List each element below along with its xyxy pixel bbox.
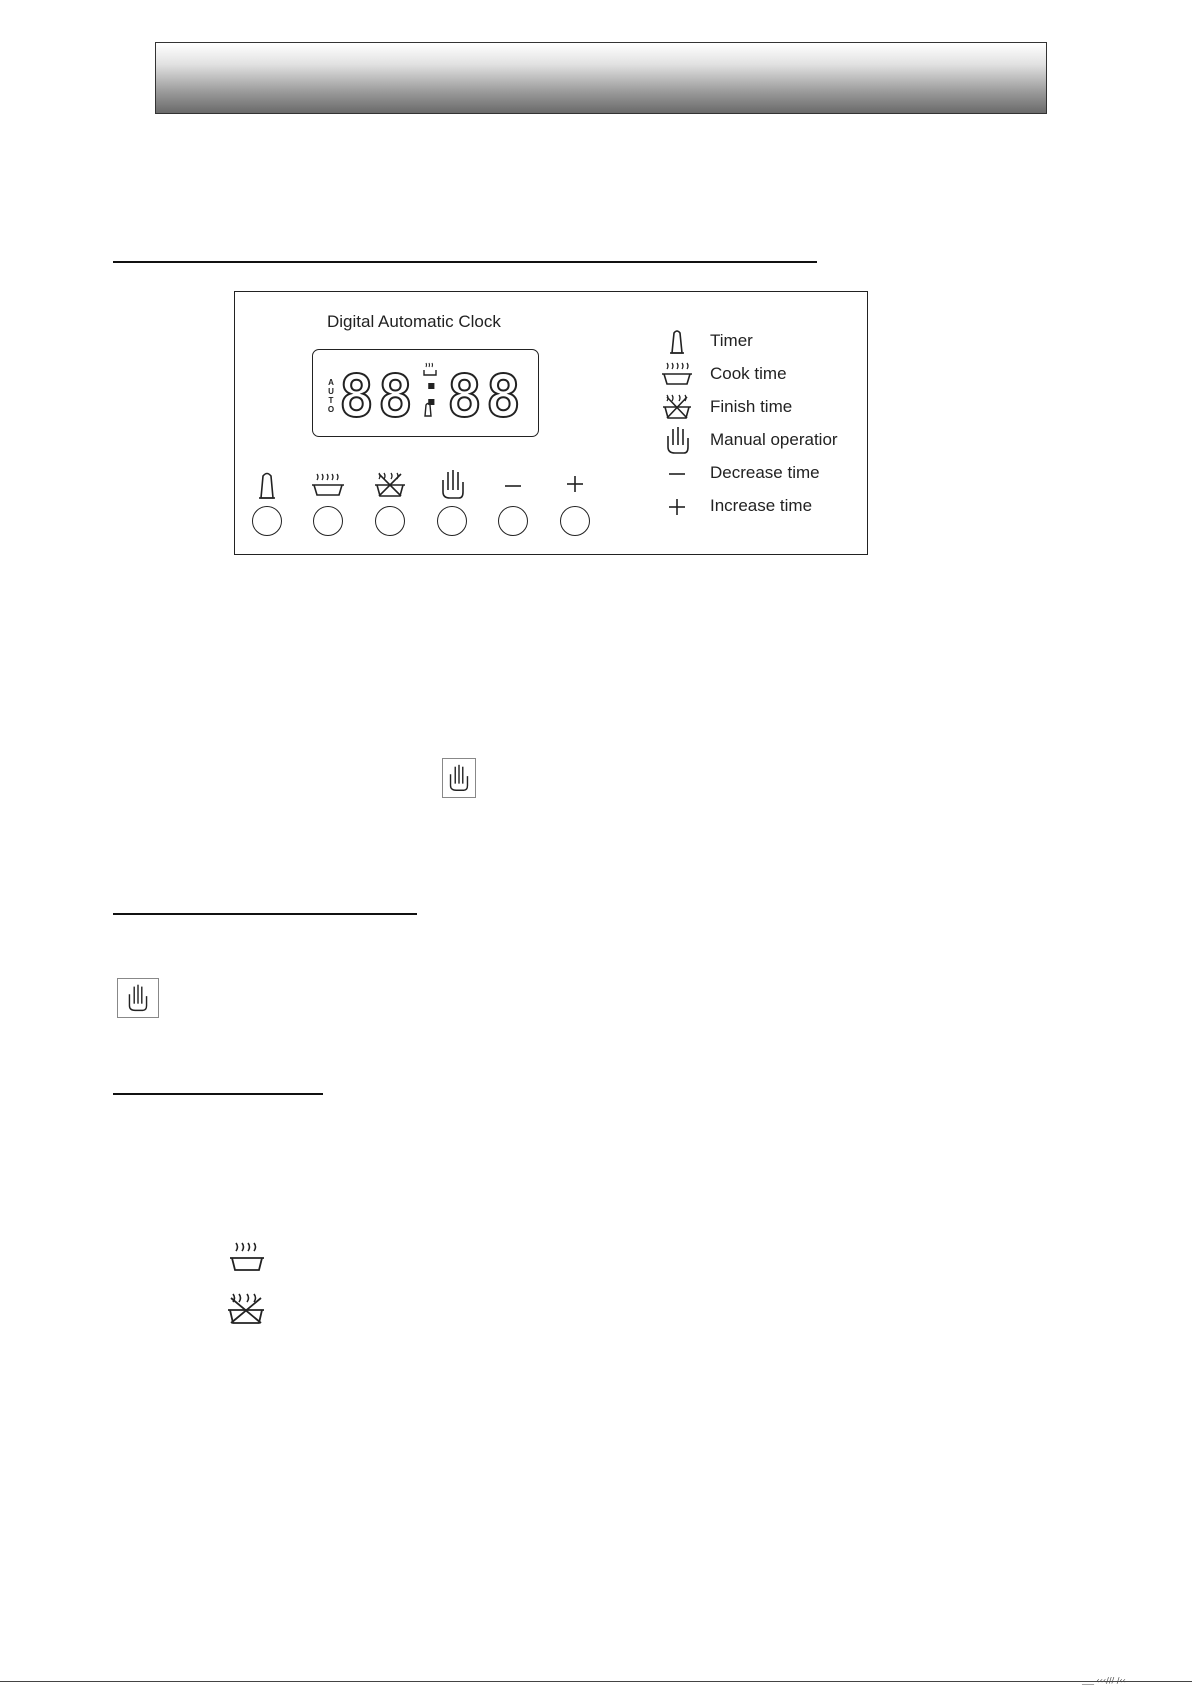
panel-title: Digital Automatic Clock [327,312,501,331]
display-digits-hours: 88 [339,362,417,430]
manual-operation-icon [442,758,476,798]
legend-label-decrease-time: Decrease time [710,463,820,482]
finish-time-icon [370,468,410,502]
legend-label-cook-time: Cook time [710,364,787,383]
legend-label-finish-time: Finish time [710,397,793,416]
legend-label-increase-time: Increase time [710,496,813,515]
plus-icon [659,492,695,522]
footer-text: ___ ‹‹‹∕// ∕‹‹ [1082,1676,1126,1685]
cook-time-icon [226,1240,270,1276]
legend-label-timer: Timer [710,331,753,350]
finish-time-icon [224,1292,268,1330]
manual-operation-icon [432,468,472,502]
finish-time-button[interactable] [375,506,405,536]
footer-line [0,1681,1192,1682]
display-colon: : [424,366,439,415]
plus-icon [555,468,595,502]
legend-cook-time [659,360,869,390]
legend-label-manual-operation: Manual operatior [710,430,838,449]
minus-icon [493,468,533,502]
legend-decrease-time [659,459,869,489]
increase-time-button[interactable] [560,506,590,536]
decrease-time-button[interactable] [498,506,528,536]
timer-button[interactable] [252,506,282,536]
display-digits-minutes: 88 [447,362,525,430]
display-bell-icon [422,402,434,418]
minus-icon [659,459,695,489]
legend-manual-operation [659,426,869,456]
cook-time-icon [308,468,348,502]
display-cook-icon [423,362,437,380]
manual-operation-button[interactable] [437,506,467,536]
manual-operation-icon [117,978,159,1018]
header-bar [155,42,1047,114]
legend-finish-time [659,393,869,423]
finish-time-icon [659,393,695,423]
legend-increase-time [659,492,869,522]
legend-timer [659,327,869,357]
section-rule-automatic [113,1093,323,1095]
bell-icon [659,327,695,357]
cook-time-button[interactable] [313,506,343,536]
auto-indicator: AUTO [327,378,335,414]
section-rule-clock [113,261,817,263]
section-rule-manual [113,913,417,915]
bell-icon [247,468,287,502]
manual-operation-icon [659,426,695,456]
cook-time-icon [659,360,695,390]
clock-display [312,349,539,437]
clock-panel-diagram [234,291,868,555]
